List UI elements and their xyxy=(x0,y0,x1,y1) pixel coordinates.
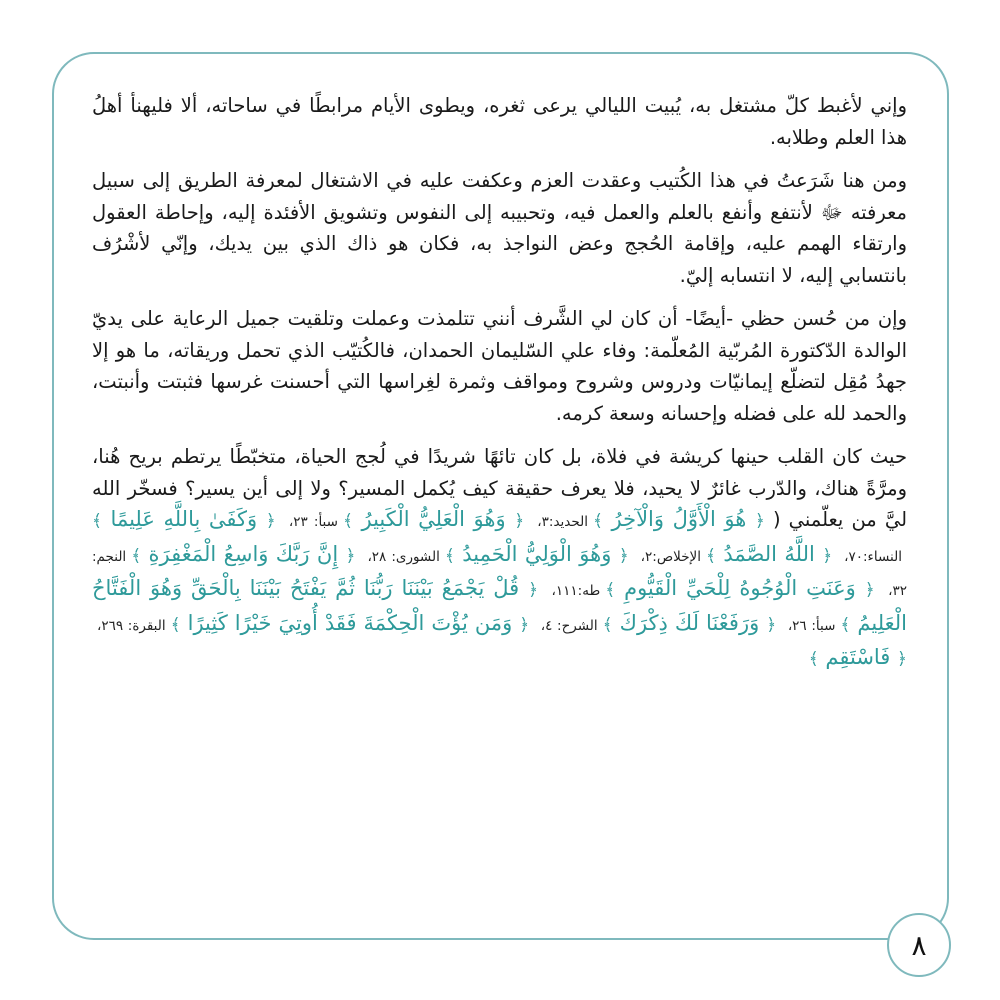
page-body xyxy=(92,90,907,900)
ornament-close: ﴾ xyxy=(602,614,613,635)
verse-text: إِنَّ رَبَّكَ وَاسِعُ الْمَغْفِرَةِ xyxy=(141,541,346,566)
verse-reference: سبأ: ٢٦، xyxy=(787,617,836,634)
ornament-open: ﴿ xyxy=(528,580,539,600)
verse-text: قُلْ يَجْمَعُ بَيْنَنَا رَبُّنَا ثُمَّ يَفْتَحُ بَيْنَنَا بِالْحَقِّ وَهُوَ الْفَتَّاحُ الْعَلِيمُ xyxy=(92,576,908,635)
paragraph-3: وإن من حُسن حظي -أيضًا- أن كان لي الشَّرف أنني تتلمذت وعملت وتلقيت جميل الرعاية على يديّ الوالدة الدّكتورة المُربّية المُعلّمة: وفاء علي السّليمان الحمدان، فالكُتيّب الذي تحمل وريقاته، ما هو إلا جهدُ مُقِل لتضلّع إيمانيّات ودروس وشروح ومواقف وثمرة لغِراسها التي أحسنت غرسها فثبتت وأنبتت، والحمد لله على فضله وإحسانه وسعة كرمه. xyxy=(92,307,907,425)
paragraph-4 xyxy=(92,441,907,676)
page-number: ٨ xyxy=(911,928,927,962)
ornament-close: ﴾ xyxy=(592,511,603,531)
ornament-open: ﴿ xyxy=(519,614,530,635)
ornament-open: ﴿ xyxy=(265,511,276,531)
verse-reference: طه:١١١، xyxy=(551,583,601,599)
ornament-close: ﴾ xyxy=(444,545,455,566)
verse-text: اللَّهُ الصَّمَدُ xyxy=(715,541,823,566)
ornament-open: ﴿ xyxy=(514,511,525,531)
ornament-close: ﴾ xyxy=(131,545,142,566)
verse-reference: سبأ: ٢٣، xyxy=(288,514,338,530)
paragraph-4-intro: حيث كان القلب حينها كريشة في فلاة، بل كان تائهًا شريدًا في لُجج الحياة، متخبّطًا يرتطم بريح هُنا، ومرَّةً هناك، والدّرب غائرٌ لا يحيد، فلا يعرف حقيقة كيف يُكمل المسير؟ ولا إلى أين يسير؟ فسخّر الله ليَّ من يعلّمني ( xyxy=(92,445,908,531)
paragraph-2: ومن هنا شَرَعتُ في هذا الكُتيب وعقدت العزم وعكفت عليه في الاشتغال لمعرفة الطريق إلى سبيل معرفته ﷻ لأنتفع وأنفع بالعلم والعمل فيه، وتحبيبه إلى النفوس وتشويق الأفئدة إليه، وإحاطة العقول وارتقاء الهمم عليه، وإقامة الحُجج وعض النواجذ به، فكان هو ذاك الذي بين يديك، وإنّي لأشْرُف بانتسابي إليه، لا انتسابه إليّ. xyxy=(92,169,907,287)
ornament-open: ﴿ xyxy=(345,545,356,566)
ornament-open: ﴿ xyxy=(822,545,833,566)
verse-reference: الشرح: ٤، xyxy=(540,617,598,634)
verse-reference: الحديد:٣، xyxy=(537,514,588,530)
verse-reference: الإخلاص:٢، xyxy=(640,548,701,565)
ornament-close: ﴾ xyxy=(92,511,102,531)
verse-text: وَكَفَىٰ بِاللَّهِ عَلِيمًا xyxy=(101,507,266,531)
verse-reference: الشورى: ٢٨، xyxy=(367,548,440,565)
ornament-open: ﴿ xyxy=(754,511,765,531)
ornament-open: ﴿ xyxy=(766,614,777,635)
ornament-open: ﴿ xyxy=(864,580,875,600)
paragraph-1: وإني لأغبط كلّ مشتغل به، يُبيت الليالي يرعى ثغره، ويطوى الأيام مرابطًا في ساحاته، ألا فليهنأ أهلُ هذا العلم وطلابه. xyxy=(92,94,907,149)
verse-text: وَمَن يُؤْتَ الْحِكْمَةَ فَقَدْ أُوتِيَ خَيْرًا كَثِيرًا xyxy=(180,610,520,635)
verse-reference: النجم: ٣٢، xyxy=(92,548,907,599)
ornament-open: ﴿ xyxy=(897,649,907,669)
ornament-close: ﴾ xyxy=(170,614,181,635)
verse-text: وَهُوَ الْوَلِيُّ الْحَمِيدُ xyxy=(454,541,619,566)
verse-text: هُوَ الْأَوَّلُ وَالْآخِرُ xyxy=(602,507,755,531)
ornament-close: ﴾ xyxy=(342,511,353,531)
ornament-close: ﴾ xyxy=(840,614,851,635)
page-number-badge xyxy=(887,913,951,977)
verse-reference: البقرة: ٢٦٩، xyxy=(97,617,166,634)
ornament-close: ﴾ xyxy=(706,545,716,566)
verse-reference: النساء:٧٠، xyxy=(844,548,902,565)
ornament-close: ﴾ xyxy=(605,580,616,600)
verse-text: وَعَنَتِ الْوُجُوهُ لِلْحَيِّ الْقَيُّومِ xyxy=(615,576,865,600)
verse-text: فَاسْتَقِم xyxy=(818,645,898,669)
ornament-open: ﴿ xyxy=(618,545,629,566)
ornament-close: ﴾ xyxy=(808,649,819,669)
quran-verses xyxy=(92,508,907,669)
verse-text: وَهُوَ الْعَلِيُّ الْكَبِيرُ xyxy=(352,507,515,531)
verse-text: وَرَفَعْنَا لَكَ ذِكْرَكَ xyxy=(612,610,767,635)
